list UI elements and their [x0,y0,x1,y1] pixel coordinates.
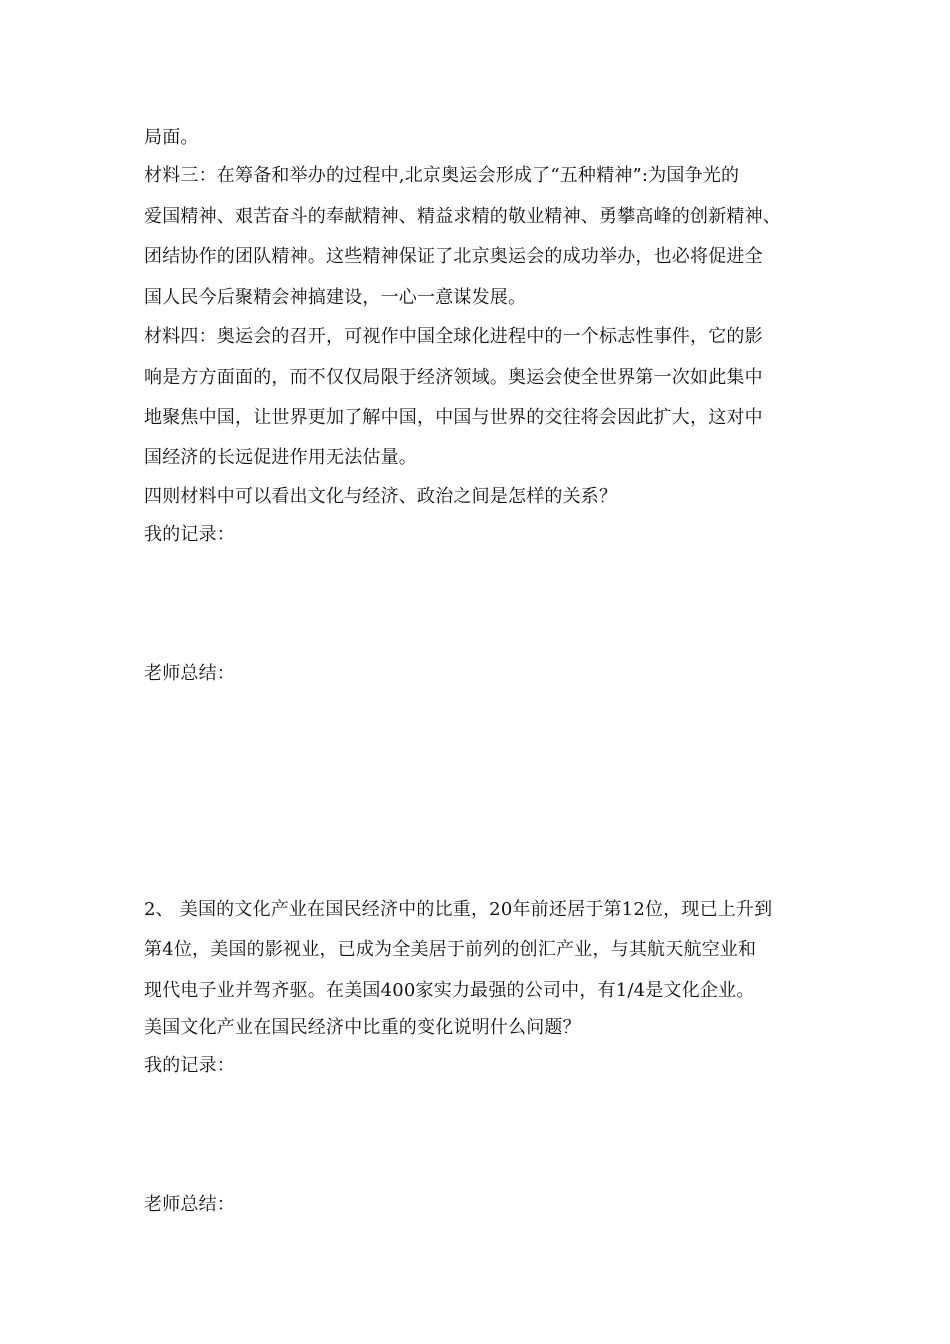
text-line: 团结协作的团队精神。这些精神保证了北京奥运会的成功举办，也必将促进全 [144,246,763,267]
question-text: 美国文化产业在国民经济中比重的变化说明什么问题？ [144,1017,581,1038]
text-line: 材料三：在筹备和举办的过程中,北京奥运会形成了“五种精神”:为国争光的 [144,165,740,186]
text-line: 2、 美国的文化产业在国民经济中的比重，20年前还居于第12位，现已上升到 [144,899,773,920]
text-line: 地聚焦中国，让世界更加了解中国，中国与世界的交往将会因此扩大，这对中 [144,407,763,428]
question-text: 四则材料中可以看出文化与经济、政治之间是怎样的关系？ [144,486,618,507]
text-line: 响是方方面面的，而不仅仅局限于经济领域。奥运会使全世界第一次如此集中 [144,367,763,388]
text-line: 局面。 [144,127,199,148]
text-line: 第4位，美国的影视业，已成为全美居于前列的创汇产业，与其航天航空业和 [144,939,757,960]
teacher-summary-label: 老师总结： [144,663,235,684]
teacher-summary-label: 老师总结： [144,1194,235,1215]
my-record-label: 我的记录： [144,524,235,545]
text-line: 爱国精神、艰苦奋斗的奉献精神、精益求精的敬业精神、勇攀高峰的创新精神、 [144,206,781,227]
text-line: 现代电子业并驾齐驱。在美国400家实力最强的公司中，有1/4是文化企业。 [144,980,755,1001]
text-line: 国人民今后聚精会神搞建设，一心一意谋发展。 [144,287,527,308]
text-line: 材料四：奥运会的召开，可视作中国全球化进程中的一个标志性事件，它的影 [144,326,763,347]
my-record-label: 我的记录： [144,1055,235,1076]
text-line: 国经济的长远促进作用无法估量。 [144,447,417,468]
